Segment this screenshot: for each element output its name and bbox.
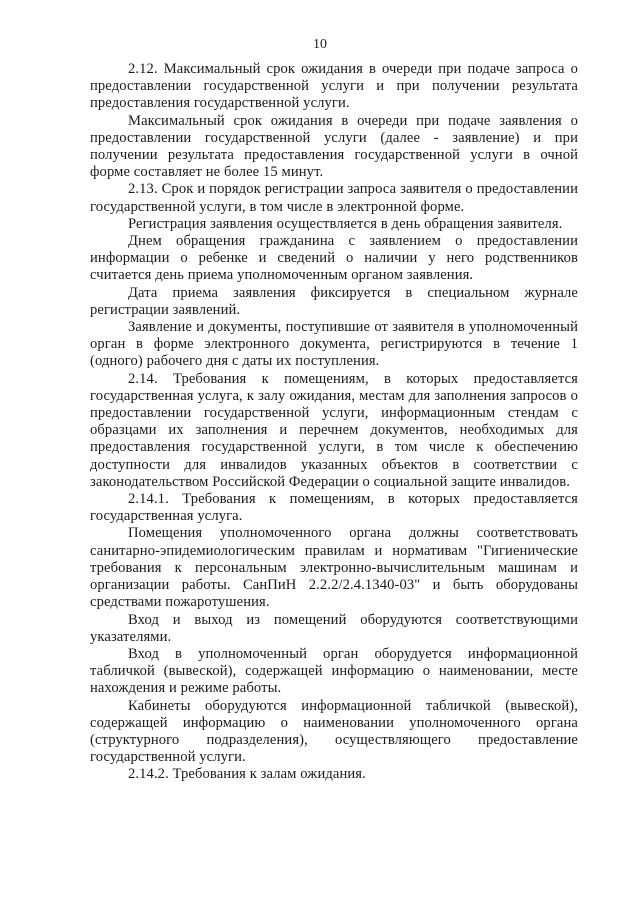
paragraph-2-14: 2.14. Требования к помещениям, в которых предоставляется государственная услуга, к залу ожидания, местам для заполнения запросов о предоставлении государственной услуги, информационным стендам с образцами их заполнения и перечнем документов, необходимых для предоставления государственной услуги, в том числе к обеспечению доступности для инвалидов указанных объектов в соответствии с законодательством Российской Федерации о социальной защите инвалидов. (90, 370, 578, 490)
paragraph-entrance-exit: Вход и выход из помещений оборудуются соответствующими указателями. (90, 611, 578, 645)
paragraph-2-14-2: 2.14.2. Требования к залам ожидания. (128, 766, 366, 783)
paragraph-sanitary: Помещения уполномоченного органа должны соответствовать санитарно-эпидемиологическим правилам и нормативам "Гигиенические требования к персональным электронно-вычислительным машинам и организации работы. СанПиН 2.2.2/2.4.1340-03" и быть оборудованы средствами пожаротушения. (90, 525, 578, 611)
paragraph-2-13: 2.13. Срок и порядок регистрации запроса заявителя о предоставлении государственной услуги, в том числе в электронной форме. (90, 181, 578, 215)
paragraph-offices: Кабинеты оборудуются информационной табличкой (вывеской), содержащей информацию о наименовании уполномоченного органа (структурного подразделения), осуществляющего предоставление государственной услуги. (90, 697, 578, 766)
paragraph-journal: Дата приема заявления фиксируется в специальном журнале регистрации заявлений. (90, 284, 578, 318)
paragraph-2-14-1: 2.14.1. Требования к помещениям, в которых предоставляется государственная услуга. (90, 491, 578, 525)
page-number: 10 (313, 37, 327, 52)
document-body (90, 61, 578, 784)
paragraph-max-wait: Максимальный срок ожидания в очереди при подаче заявления о предоставлении государственной услуги (далее - заявление) и при получении результата предоставления государственной услуги в очной форме составляет не более 15 минут. (90, 112, 578, 181)
paragraph-registration-day: Регистрация заявления осуществляется в день обращения заявителя. (128, 215, 563, 232)
paragraph-2-12: 2.12. Максимальный срок ожидания в очереди при подаче запроса о предоставлении государственной услуги и при получении результата предоставления государственной услуги. (90, 61, 578, 112)
paragraph-signboard: Вход в уполномоченный орган оборудуется информационной табличкой (вывеской), содержащей информацию о наименовании, месте нахождения и режиме работы. (90, 645, 578, 697)
paragraph-application-day: Днем обращения гражданина с заявлением о предоставлении информации о ребенке и сведений о наличии у него родственников считается день приема уполномоченным органом заявления. (90, 233, 578, 284)
paragraph-electronic-docs: Заявление и документы, поступившие от заявителя в уполномоченный орган в форме электронного документа, регистрируются в течение 1 (одного) рабочего дня с даты их поступления. (90, 319, 578, 370)
